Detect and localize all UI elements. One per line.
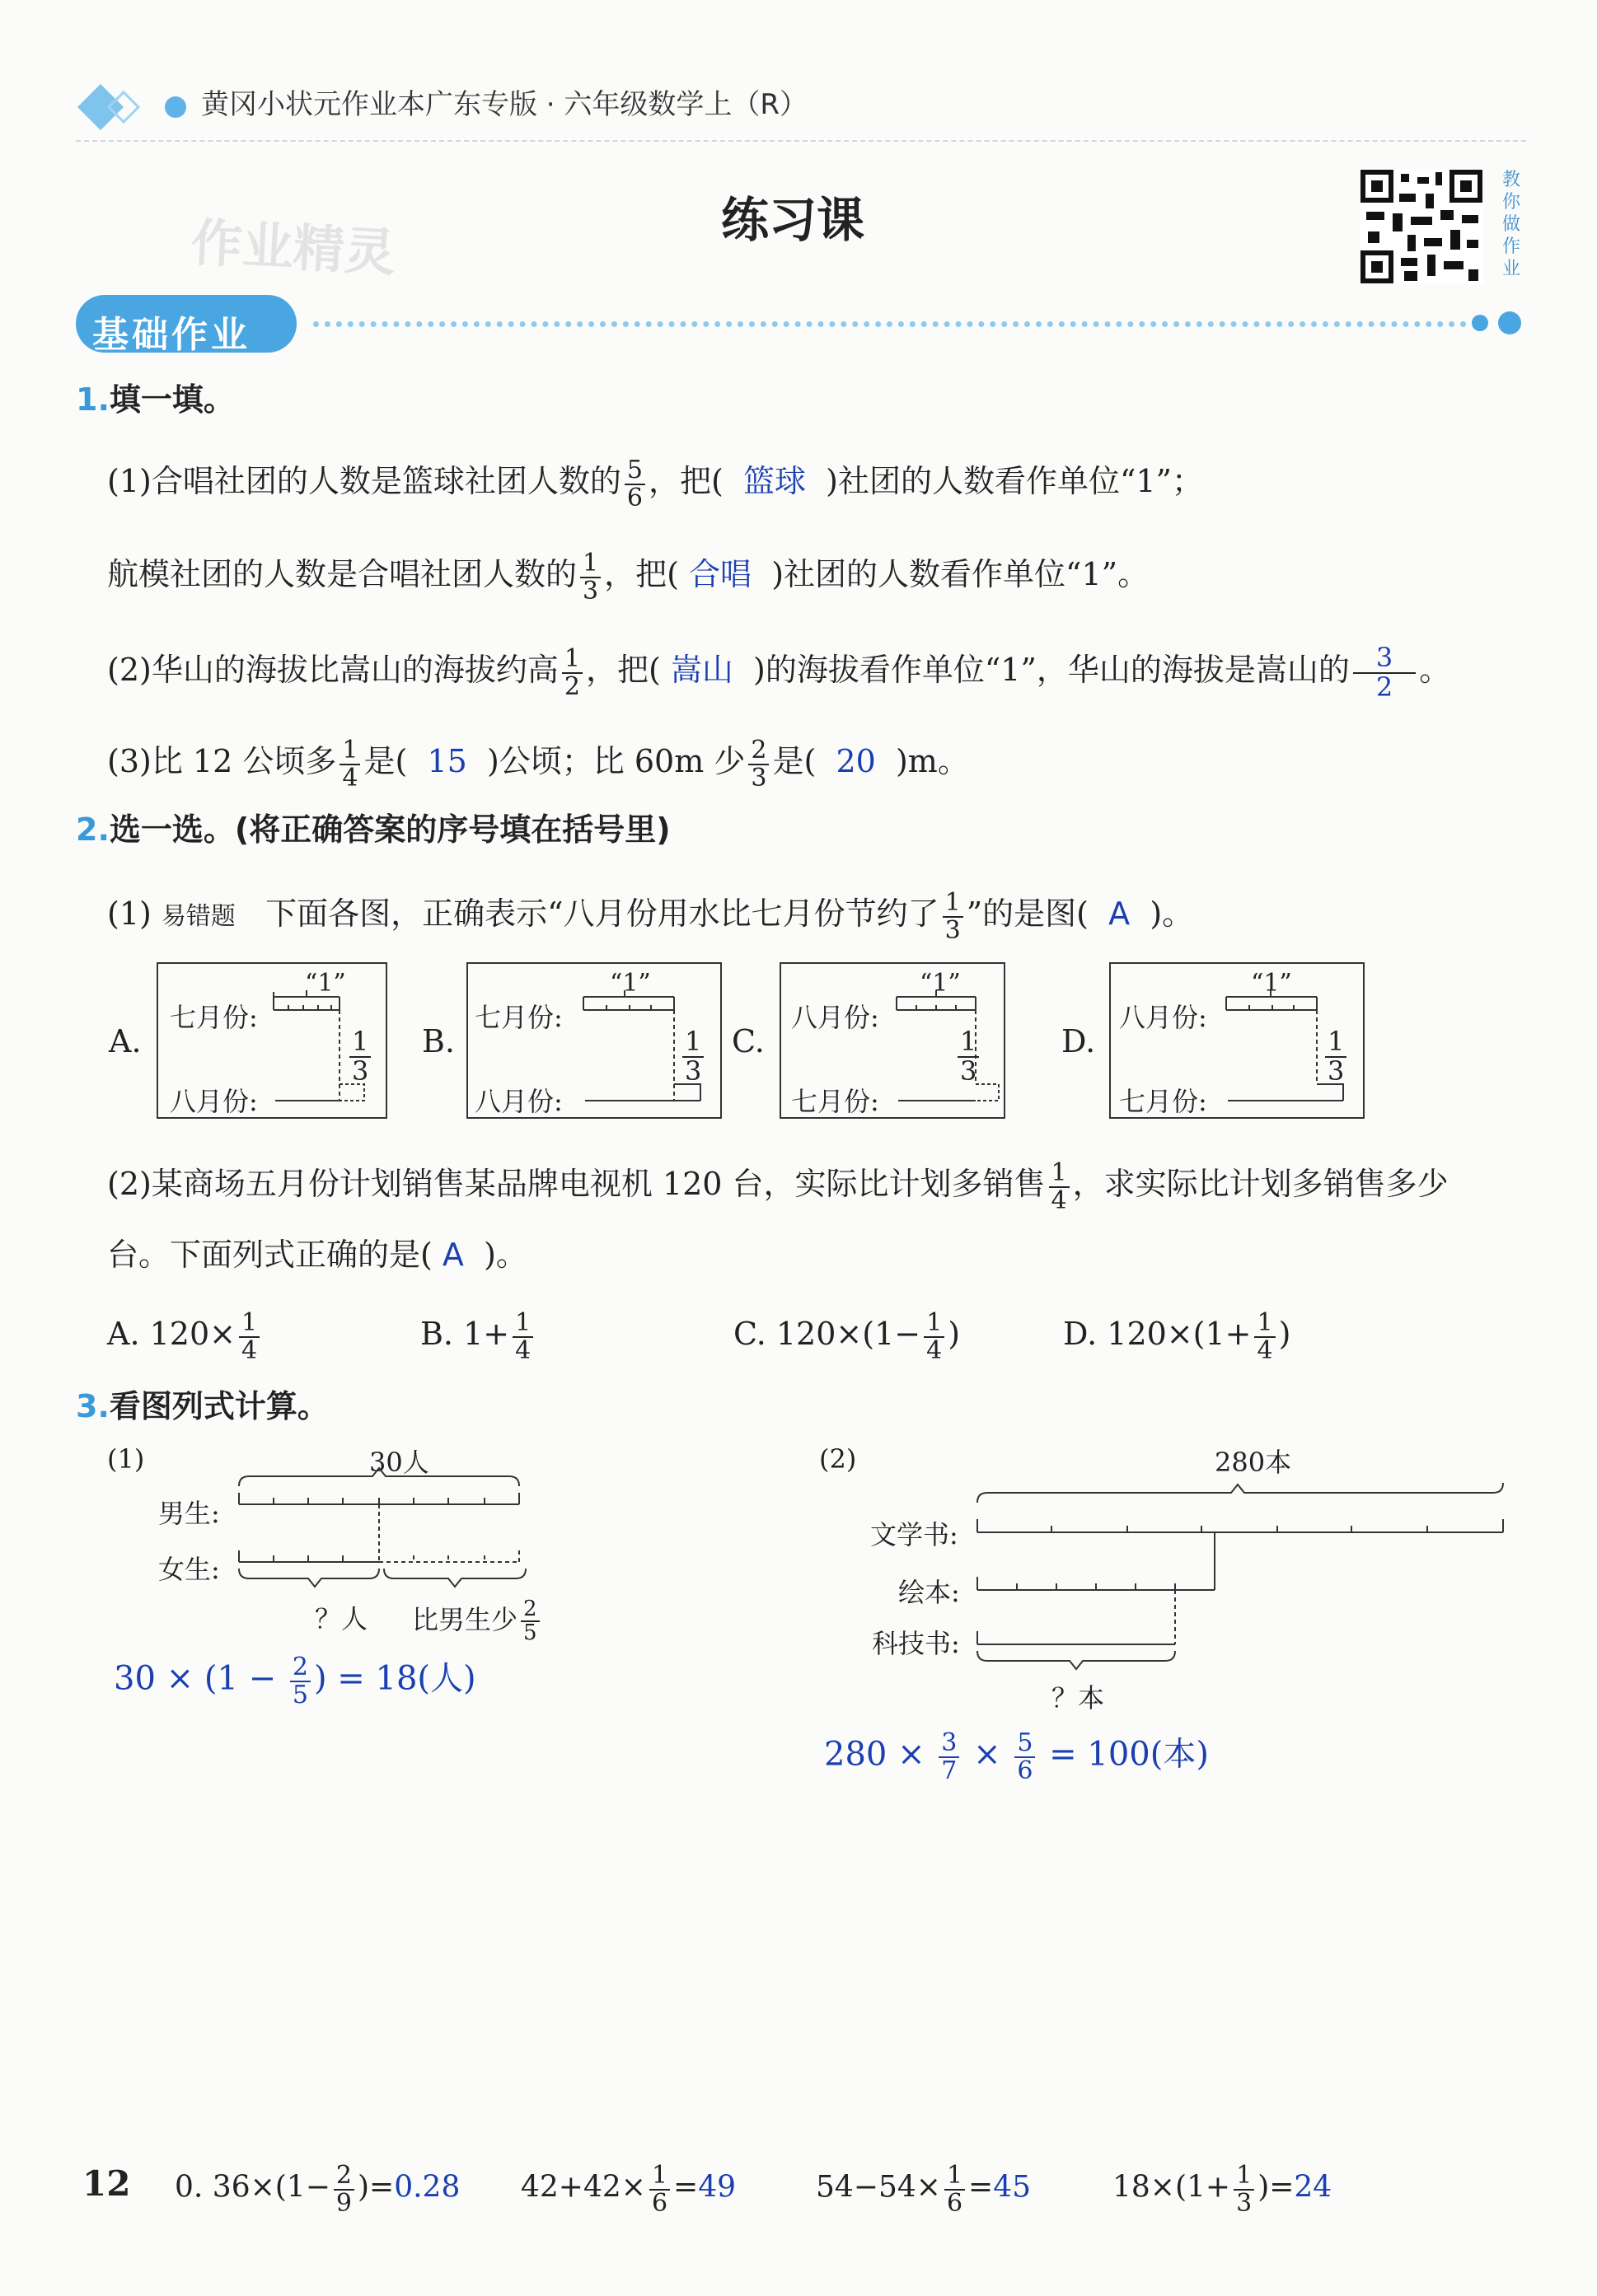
option-b-diagram[interactable]: “1” 七月份: 八月份: $\frac{1}{3}$ xyxy=(466,962,722,1119)
error-prone-tag: 易错题 xyxy=(161,902,236,931)
section-end-dot-icon xyxy=(1498,311,1521,334)
q2-heading: 2.选一选。(将正确答案的序号填在括号里) xyxy=(76,811,671,848)
answer-20[interactable]: 20 xyxy=(836,743,876,779)
q2-part2-line1: (2)某商场五月份计划销售某品牌电视机 120 台，实际比计划多销售 $\frac{1}{4}$ ，求实际比计划多销售多少 xyxy=(107,1158,1449,1215)
footer-exercise-3: 54−54× $\frac{1}{6}$ =45 xyxy=(816,2161,1032,2218)
option-d-letter[interactable]: D. xyxy=(1061,1023,1096,1059)
q1-line2: 航模社团的人数是合唱社团人数的 $\frac{1}{3}$ ，把( 合唱 )社团的人数看作单位“1”。 xyxy=(107,549,1150,606)
footer-exercise-2: 42+42× $\frac{1}{6}$ =49 xyxy=(521,2161,737,2218)
header-dot-icon xyxy=(165,96,186,118)
header-diamond-icon xyxy=(76,82,119,125)
choice-d[interactable]: D. 120×(1+ $\frac{1}{4}$ ) xyxy=(1063,1308,1291,1365)
choice-c[interactable]: C. 120×(1− $\frac{1}{4}$ ) xyxy=(733,1308,961,1365)
q1-line1: (1)合唱社团的人数是篮球社团人数的 $\frac{5}{6}$ ，把( 篮球 )社团的人数看作单位“1”； xyxy=(107,456,1203,512)
q3-diagram-1: (1) 30人 男生: 女生: ？人 比男生少 $\frac{2}{5}$ xyxy=(107,1433,569,1664)
header-series: 黄冈小状元作业本广东专版 · 六年级数学上（R） xyxy=(201,88,808,121)
answer-choice-1[interactable]: A xyxy=(1108,895,1131,932)
choice-b[interactable]: B. 1+ $\frac{1}{4}$ xyxy=(420,1310,536,1363)
answer-chorus[interactable]: 合唱 xyxy=(689,556,752,592)
option-a-letter[interactable]: A. xyxy=(109,1023,142,1059)
footer-exercise-1: 0. 36×(1− $\frac{2}{9}$ )=0.28 xyxy=(175,2161,461,2218)
q3-heading: 3.看图列式计算。 xyxy=(76,1388,329,1424)
section-banner-label: 基础作业 xyxy=(92,314,251,356)
option-c-letter[interactable]: C. xyxy=(732,1023,765,1059)
q1-line3: (2)华山的海拔比嵩山的海拔约高 $\frac{1}{2}$ ，把( 嵩山 )的海拔看作单位“1”，华山的海拔是嵩山的 $\frac{3}{2}$ 。 xyxy=(107,642,1451,703)
q3-answer-1[interactable]: 30 × (1 − $\frac{2}{5}$ ) = 18(人) xyxy=(114,1653,476,1709)
section-banner xyxy=(76,295,297,356)
option-d-diagram[interactable]: “1” 八月份: 七月份: $\frac{1}{3}$ xyxy=(1109,962,1365,1119)
option-c-diagram[interactable]: “1” 八月份: 七月份: $\frac{1}{3}$ xyxy=(780,962,1005,1119)
answer-15[interactable]: 15 xyxy=(427,743,467,779)
qr-side-caption: 教 你 做 作 业 xyxy=(1501,170,1520,279)
header-rule xyxy=(76,140,1526,142)
footer-exercise-4: 18×(1+ $\frac{1}{3}$ )=24 xyxy=(1112,2161,1332,2218)
qr-code[interactable] xyxy=(1360,169,1483,284)
q2-part2-line2: 台。下面列式正确的是( A )。 xyxy=(107,1237,527,1273)
option-b-letter[interactable]: B. xyxy=(422,1023,456,1059)
watermark: 作业精灵 xyxy=(190,212,397,283)
q3-answer-2[interactable]: 280 × $\frac{3}{7}$ × $\frac{5}{6}$ = 100(本) xyxy=(824,1728,1209,1785)
answer-choice-2[interactable]: A xyxy=(442,1237,464,1273)
section-end-dot-icon xyxy=(1472,315,1488,331)
q1-heading: 1.填一填。 xyxy=(76,381,235,418)
page-number: 12 xyxy=(82,2163,131,2204)
answer-basketball[interactable]: 篮球 xyxy=(742,463,806,499)
section-dotted-rule xyxy=(313,321,1467,327)
q1-line4: (3)比 12 公顷多 $\frac{1}{4}$ 是( 15 )公顷；比 60m 少 $\frac{2}{3}$ 是( 20 )m。 xyxy=(107,736,969,793)
choice-a[interactable]: A. 120× $\frac{1}{4}$ xyxy=(107,1310,263,1363)
q2-part1: (1) 易错题 下面各图，正确表示“八月份用水比七月份节约了 $\frac{1}{3}$ ”的是图( A )。 xyxy=(107,888,1194,945)
option-a-diagram[interactable]: “1” 七月份: 八月份: $\frac{1}{3}$ xyxy=(157,962,387,1119)
answer-songshan[interactable]: 嵩山 xyxy=(670,652,733,689)
page-title: 练习课 xyxy=(721,192,865,248)
q3-diagram-2: (2) 280本 文学书: 绘本: 科技书: ？本 xyxy=(816,1433,1541,1714)
